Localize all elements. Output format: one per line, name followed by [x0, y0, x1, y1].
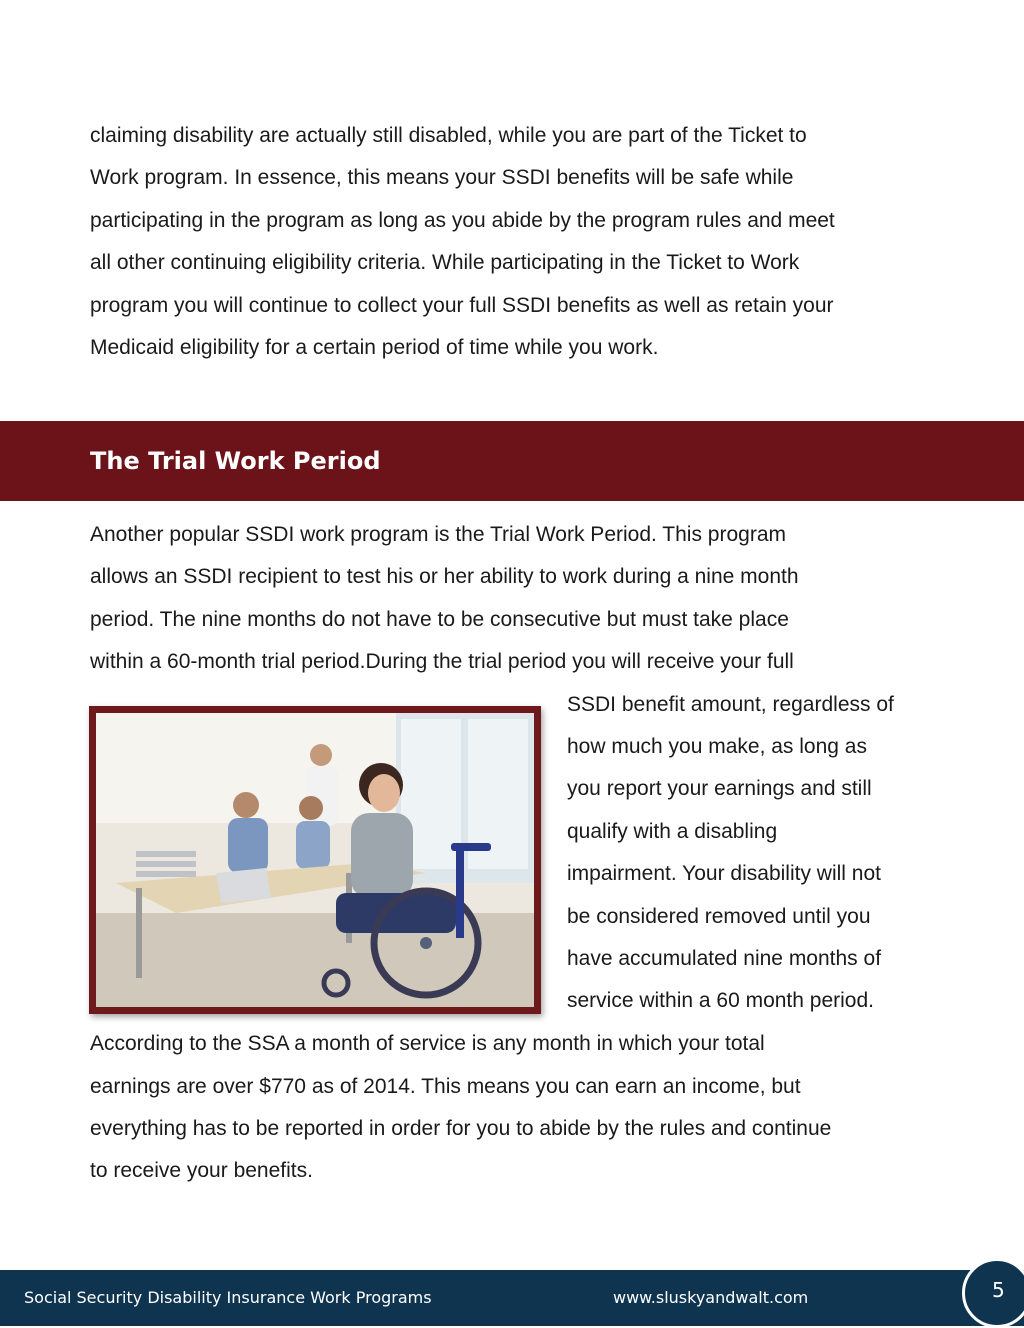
office-wheelchair-photo [89, 706, 541, 1014]
body-line: According to the SSA a month of service is any month in which your total [90, 1032, 765, 1055]
body-line: allows an SSDI recipient to test his or her ability to work during a nine month [90, 565, 799, 588]
body-line: everything has to be reported in order for you to abide by the rules and continue [90, 1117, 832, 1140]
wrapped-line: qualify with a disabling [567, 820, 778, 843]
wrapped-line: impairment. Your disability will not [567, 862, 881, 885]
section-heading: The Trial Work Period [90, 447, 381, 475]
page-footer [0, 1270, 1024, 1326]
body-line: within a 60-month trial period.During the trial period you will receive your full [90, 650, 794, 673]
intro-line: Work program. In essence, this means your SSDI benefits will be safe while [90, 166, 794, 189]
footer-document-title: Social Security Disability Insurance Work Programs [24, 1288, 432, 1307]
wrapped-line: be considered removed until you [567, 905, 871, 928]
body-line: Another popular SSDI work program is the Trial Work Period. This program [90, 523, 787, 546]
intro-line: all other continuing eligibility criteria. While participating in the Ticket to Work [90, 251, 800, 274]
intro-line: program you will continue to collect your full SSDI benefits as well as retain your [90, 294, 834, 317]
section-banner [0, 421, 1024, 501]
wrapped-line: SSDI benefit amount, regardless of [567, 693, 894, 716]
wrapped-line: have accumulated nine months of [567, 947, 882, 970]
photo-illustration [96, 713, 534, 1007]
body-line: period. The nine months do not have to be consecutive but must take place [90, 608, 789, 631]
page-number: 5 [992, 1278, 1005, 1302]
page-number-badge [962, 1258, 1024, 1328]
wrapped-line: how much you make, as long as [567, 735, 867, 758]
intro-line: claiming disability are actually still disabled, while you are part of the Ticket to [90, 124, 807, 147]
wrapped-line: you report your earnings and still [567, 777, 872, 800]
intro-line: participating in the program as long as you abide by the program rules and meet [90, 209, 835, 232]
intro-line: Medicaid eligibility for a certain period of time while you work. [90, 336, 659, 359]
body-line: to receive your benefits. [90, 1159, 313, 1182]
footer-website-link[interactable]: www.sluskyandwalt.com [613, 1288, 809, 1307]
wrapped-line: service within a 60 month period. [567, 989, 874, 1012]
body-line: earnings are over $770 as of 2014. This means you can earn an income, but [90, 1075, 801, 1098]
